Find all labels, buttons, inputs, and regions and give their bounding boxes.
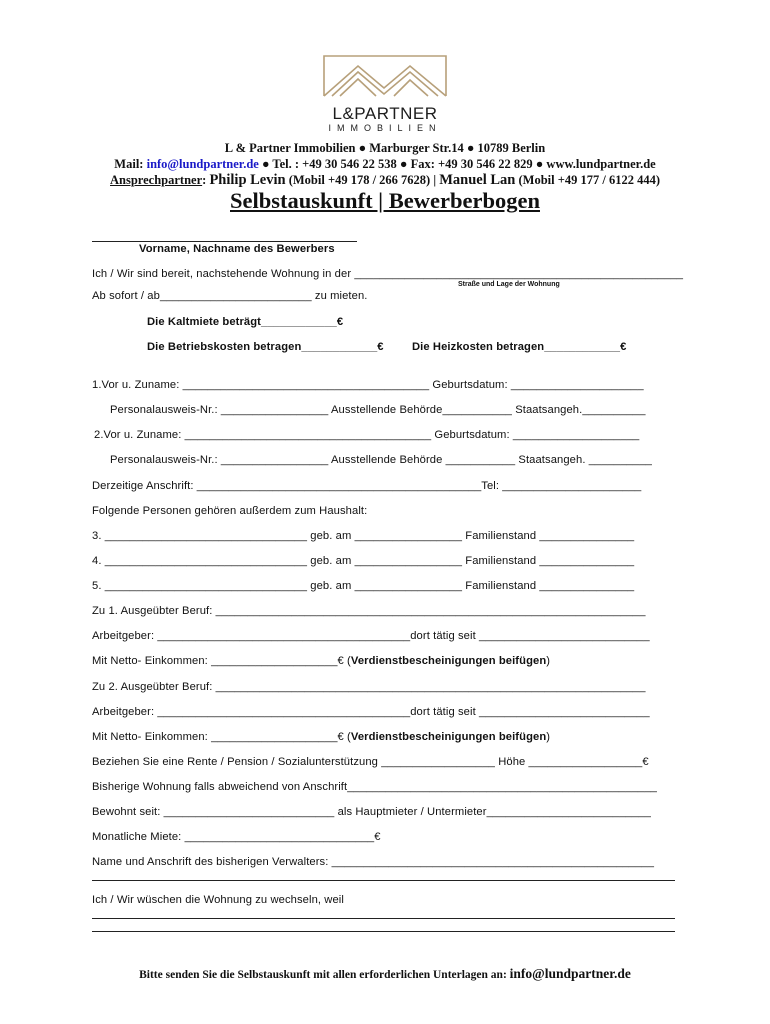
employer-1: Arbeitgeber: ________________________________________dort tätig seit ___________________________ xyxy=(92,630,650,642)
footer-email[interactable]: info@lundpartner.de xyxy=(509,966,631,981)
apartment-line: Ich / Wir sind bereit, nachstehende Wohnung in der ____________________________________________________ xyxy=(92,268,684,280)
contact-line: Mail: info@lundpartner.de ● Tel. : +49 30 546 22 538 ● Fax: +49 30 546 22 829 ● www.lundpartner.de xyxy=(114,157,656,171)
household-person-5: 5. ________________________________ geb. am _________________ Familienstand _______________ xyxy=(92,580,635,592)
contact-persons: Ansprechpartner: Philip Levin (Mobil +49 178 / 266 7628) | Manuel Lan (Mobil +49 177 / 6122 444) xyxy=(110,172,660,188)
monthly-rent: Monatliche Miete: ______________________________€ xyxy=(92,831,381,843)
reason-line-1[interactable] xyxy=(92,918,675,919)
current-address: Derzeitige Anschrift: _____________________________________________Tel: ______________________ xyxy=(92,480,642,492)
logo-name: L&PARTNER xyxy=(332,104,438,123)
footer-note: Bitte senden Sie die Selbstauskunft mit allen erforderlichen Unterlagen an: info@lundpartner.de xyxy=(139,966,631,981)
income-1: Mit Netto- Einkommen: ____________________€ (Verdienstbescheinigungen beifügen) xyxy=(92,655,551,667)
job-1: Zu 1. Ausgeübter Beruf: ____________________________________________________________________ xyxy=(92,605,646,617)
apartment-caption: Straße und Lage der Wohnung xyxy=(458,281,560,288)
applicant-name-line[interactable] xyxy=(92,241,357,242)
resident-since: Bewohnt seit: ___________________________ als Hauptmieter / Untermieter__________________________ xyxy=(92,806,651,818)
person2-name: 2.Vor u. Zuname: _______________________________________ Geburtsdatum: ____________________ xyxy=(94,429,640,441)
income-2: Mit Netto- Einkommen: ____________________€ (Verdienstbescheinigungen beifügen) xyxy=(92,731,551,743)
company-address: L & Partner Immobilien ● Marburger Str.14 ● 10789 Berlin xyxy=(224,141,546,155)
start-date-line: Ab sofort / ab________________________ zu mieten. xyxy=(92,290,368,302)
pension-line: Beziehen Sie eine Rente / Pension / Sozialunterstützung __________________ Höhe __________________€ xyxy=(92,756,649,768)
heating-costs: Die Heizkosten betragen____________€ xyxy=(412,341,627,353)
landlord-extra-line[interactable] xyxy=(92,880,675,881)
roof-logo-icon xyxy=(318,52,452,102)
cold-rent: Die Kaltmiete beträgt____________€ xyxy=(147,316,344,328)
household-person-3: 3. ________________________________ geb. am _________________ Familienstand _______________ xyxy=(92,530,635,542)
company-logo xyxy=(318,52,452,136)
mail-link[interactable]: info@lundpartner.de xyxy=(146,157,259,171)
logo-subtitle: IMMOBILIEN xyxy=(328,123,442,133)
previous-landlord: Name und Anschrift des bisherigen Verwalters: ___________________________________________________ xyxy=(92,856,655,868)
household-person-4: 4. ________________________________ geb. am _________________ Familienstand _______________ xyxy=(92,555,635,567)
reason-line-2[interactable] xyxy=(92,931,675,932)
page-title: Selbstauskunft | Bewerberbogen xyxy=(230,188,540,213)
operating-costs: Die Betriebskosten betragen____________€ xyxy=(147,341,384,353)
person1-name: 1.Vor u. Zuname: _______________________________________ Geburtsdatum: _____________________ xyxy=(92,379,644,391)
applicant-name-caption: Vorname, Nachname des Bewerbers xyxy=(139,243,335,255)
person2-id: Personalausweis-Nr.: _________________ Ausstellende Behörde ___________ Staatsangeh. __________ xyxy=(110,454,652,466)
job-2: Zu 2. Ausgeübter Beruf: ____________________________________________________________________ xyxy=(92,681,646,693)
household-heading: Folgende Personen gehören außerdem zum Haushalt: xyxy=(92,505,368,517)
person1-id: Personalausweis-Nr.: _________________ Ausstellende Behörde___________ Staatsangeh.__________ xyxy=(110,404,646,416)
employer-2: Arbeitgeber: ________________________________________dort tätig seit ___________________________ xyxy=(92,706,650,718)
reason-label: Ich / Wir wüschen die Wohnung zu wechseln, weil xyxy=(92,894,344,906)
previous-address: Bisherige Wohnung falls abweichend von Anschrift_________________________________________________ xyxy=(92,781,657,793)
